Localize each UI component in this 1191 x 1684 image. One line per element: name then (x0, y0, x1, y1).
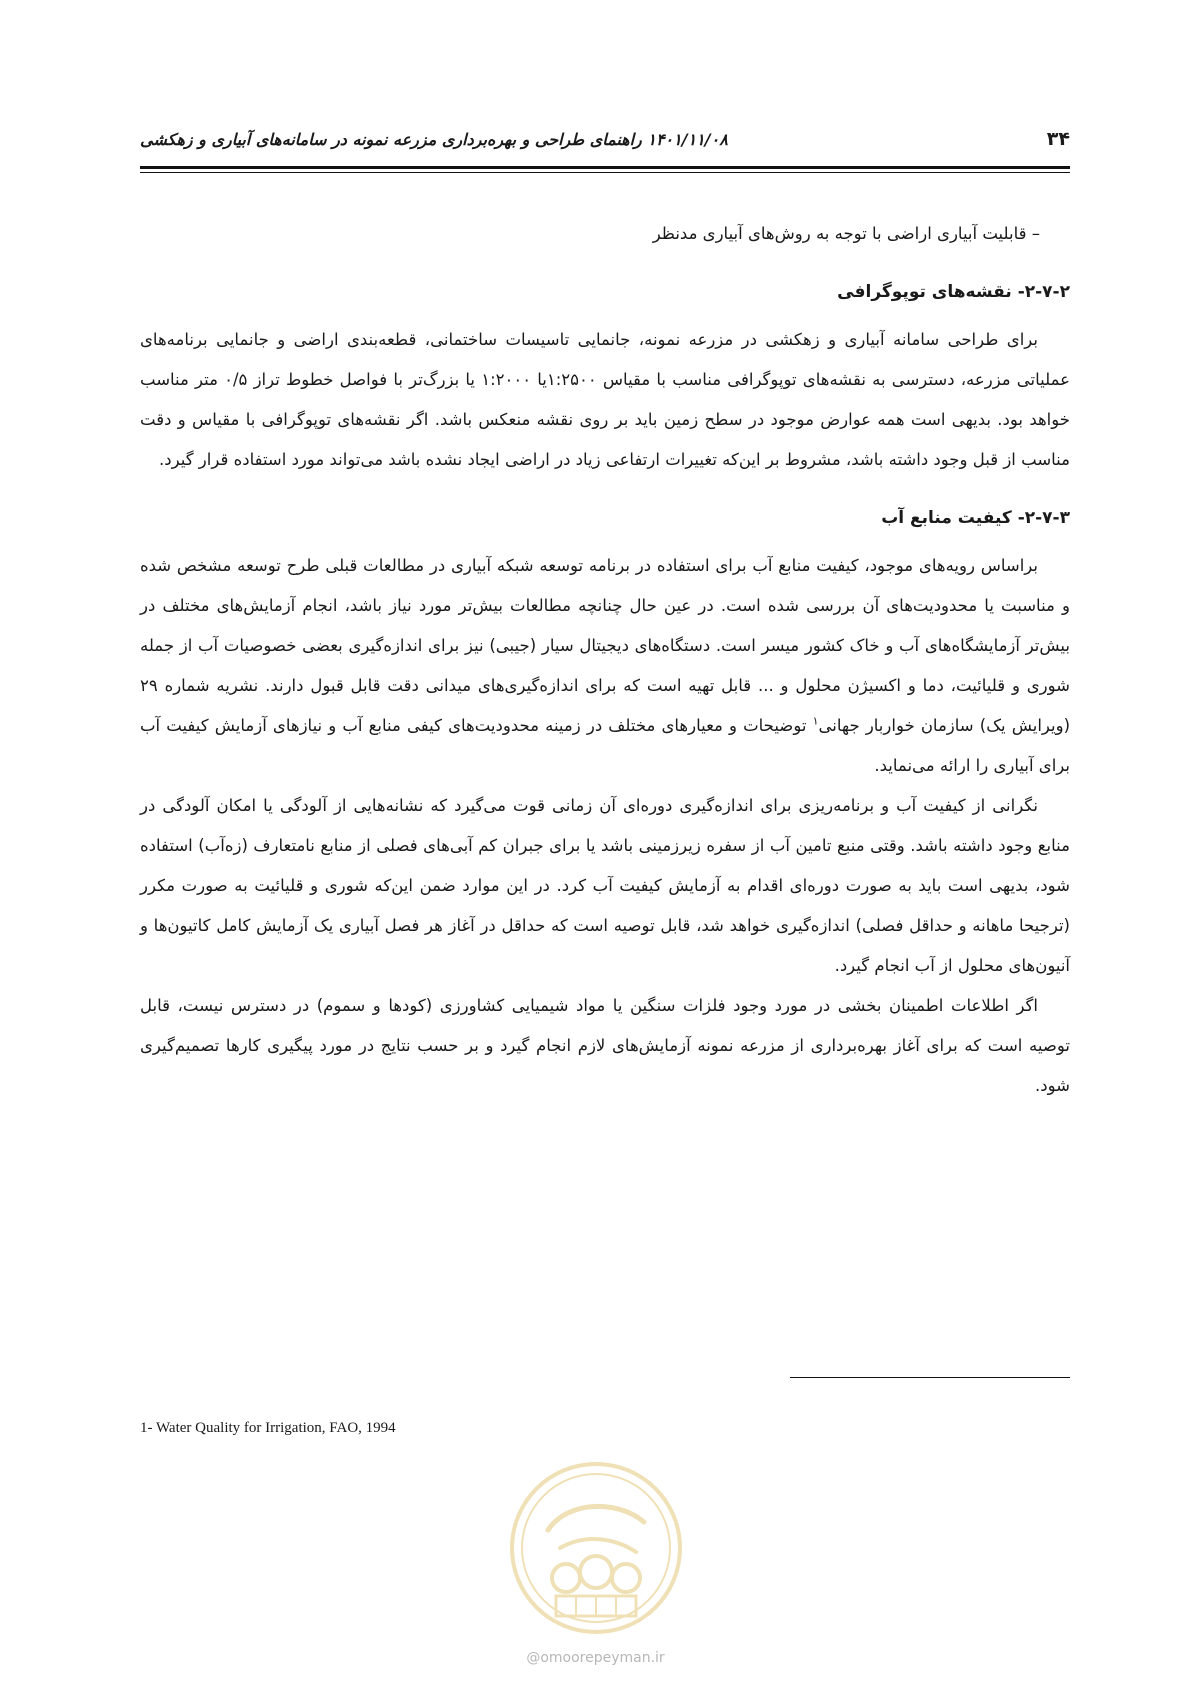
paragraph-water-quality-1 (140, 546, 1070, 786)
paragraph-water-quality-1-part-a: براساس رویه‌های موجود، کیفیت منابع آب برای استفاده در برنامه توسعه شبکه آبیاری در مطالعات قبلی طرح توسعه مشخص شده و مناسبت یا محدودیت‌های آن بررسی شده است. در عین حال چنانچه مطالعات بیش‌تر مورد نیاز باشد، انجام آزمایش‌های مختلف در بیش‌تر آزمایشگاه‌های آب و خاک کشور میسر است. دستگاه‌های دیجیتال سیار (جیبی) نیز برای اندازه‌گیری بعضی خصوصیات آب از جمله شوری و قلیائیت، دما و اکسیژن محلول و ... قابل تهیه است که برای اندازه‌گیری‌های میدانی دقت قابل قبول دارند. نشریه شماره ۲۹ (ویرایش یک) سازمان خواربار جهانی (140, 556, 1071, 735)
paragraph-water-quality-2: نگرانی از کیفیت آب و برنامه‌ریزی برای اندازه‌گیری دوره‌ای آن زمانی قوت می‌گیرد که نشانه‌هایی از آلودگی یا امکان آلودگی در منابع وجود داشته باشد. وقتی منبع تامین آب از سفره زیرزمینی باشد یا برای جبران کم آبی‌های فصلی از منابع نامتعارف (زه‌آب) استفاده شود، بدیهی است باید به صورت دوره‌ای اقدام به آزمایش کیفیت آب کرد. در این موارد ضمن این‌که شوری و قلیائیت به صورت مکرر (ترجیحا ماهانه و حداقل فصلی) اندازه‌گیری خواهد شد، قابل توصیه است که حداقل در آغاز هر فصل آبیاری یک آزمایش کامل کاتیون‌ها و آنیون‌های محلول از آب انجام گیرد. (140, 796, 1070, 975)
watermark-logo (508, 1460, 684, 1636)
header-rule-thick (140, 166, 1070, 169)
page-header (140, 128, 1070, 158)
page-number: ۳۴ (1046, 128, 1070, 150)
seal-icon (508, 1460, 684, 1636)
paragraph-topography: برای طراحی سامانه آبیاری و زهکشی در مزرعه نمونه، جانمایی تاسیسات ساختمانی، قطعه‌بندی اراضی و جانمایی برنامه‌های عملیاتی مزرعه، دسترسی به نقشه‌های توپوگرافی مناسب با مقیاس ۱:۲۵۰۰یا ۱:۲۰۰۰ یا بزرگ‌تر با فواصل خطوط تراز ۰/۵ متر مناسب خواهد بود. بدیهی است همه عوارض موجود در سطح زمین باید بر روی نقشه منعکس باشد. اگر نقشه‌های توپوگرافی با مقیاس و دقت مناسب از قبل وجود داشته باشد، مشروط بر این‌که تغییرات ارتفاعی زیاد در اراضی ایجاد نشده باشد می‌تواند مورد استفاده قرار گیرد. (140, 330, 1070, 469)
paragraph-water-quality-1-part-b: توضیحات و معیارهای مختلف در زمینه محدودیت‌های کیفی منابع آب و نیازهای آزمایش کیفیت آب برای آبیاری را ارائه می‌نماید. (140, 716, 1070, 775)
running-title: ۱۴۰۱/۱۱/۰۸ راهنمای طراحی و بهره‌برداری مزرعه نمونه در سامانه‌های آبیاری و زهکشی (140, 130, 728, 149)
header-rule-thin (140, 172, 1070, 173)
footnote-text: 1- Water Quality for Irrigation, FAO, 1994 (140, 1420, 396, 1436)
footnote-reference: ۱ (812, 714, 819, 728)
paragraph-water-quality-3: اگر اطلاعات اطمینان بخشی در مورد وجود فلزات سنگین یا مواد شیمیایی کشاورزی (کودها و سموم) در دسترس نیست، قابل توصیه است که برای آغاز بهره‌برداری از مزرعه نمونه آزمایش‌های لازم انجام گیرد و بر حسب نتایج در مورد پیگیری کارها تصمیم‌گیری شود. (140, 996, 1070, 1095)
footnote-rule (790, 1377, 1070, 1378)
page-body (140, 214, 1070, 1106)
watermark-site: @omoorepeyman.ir (526, 1650, 665, 1666)
section-heading-topography: ۲-۷-۲- نقشه‌های توپوگرافی (837, 282, 1070, 302)
section-heading-water-quality: ۲-۷-۳- کیفیت منابع آب (881, 508, 1070, 528)
bullet-item: – قابلیت آبیاری اراضی با توجه به روش‌های آبیاری مدنظر (652, 224, 1040, 243)
